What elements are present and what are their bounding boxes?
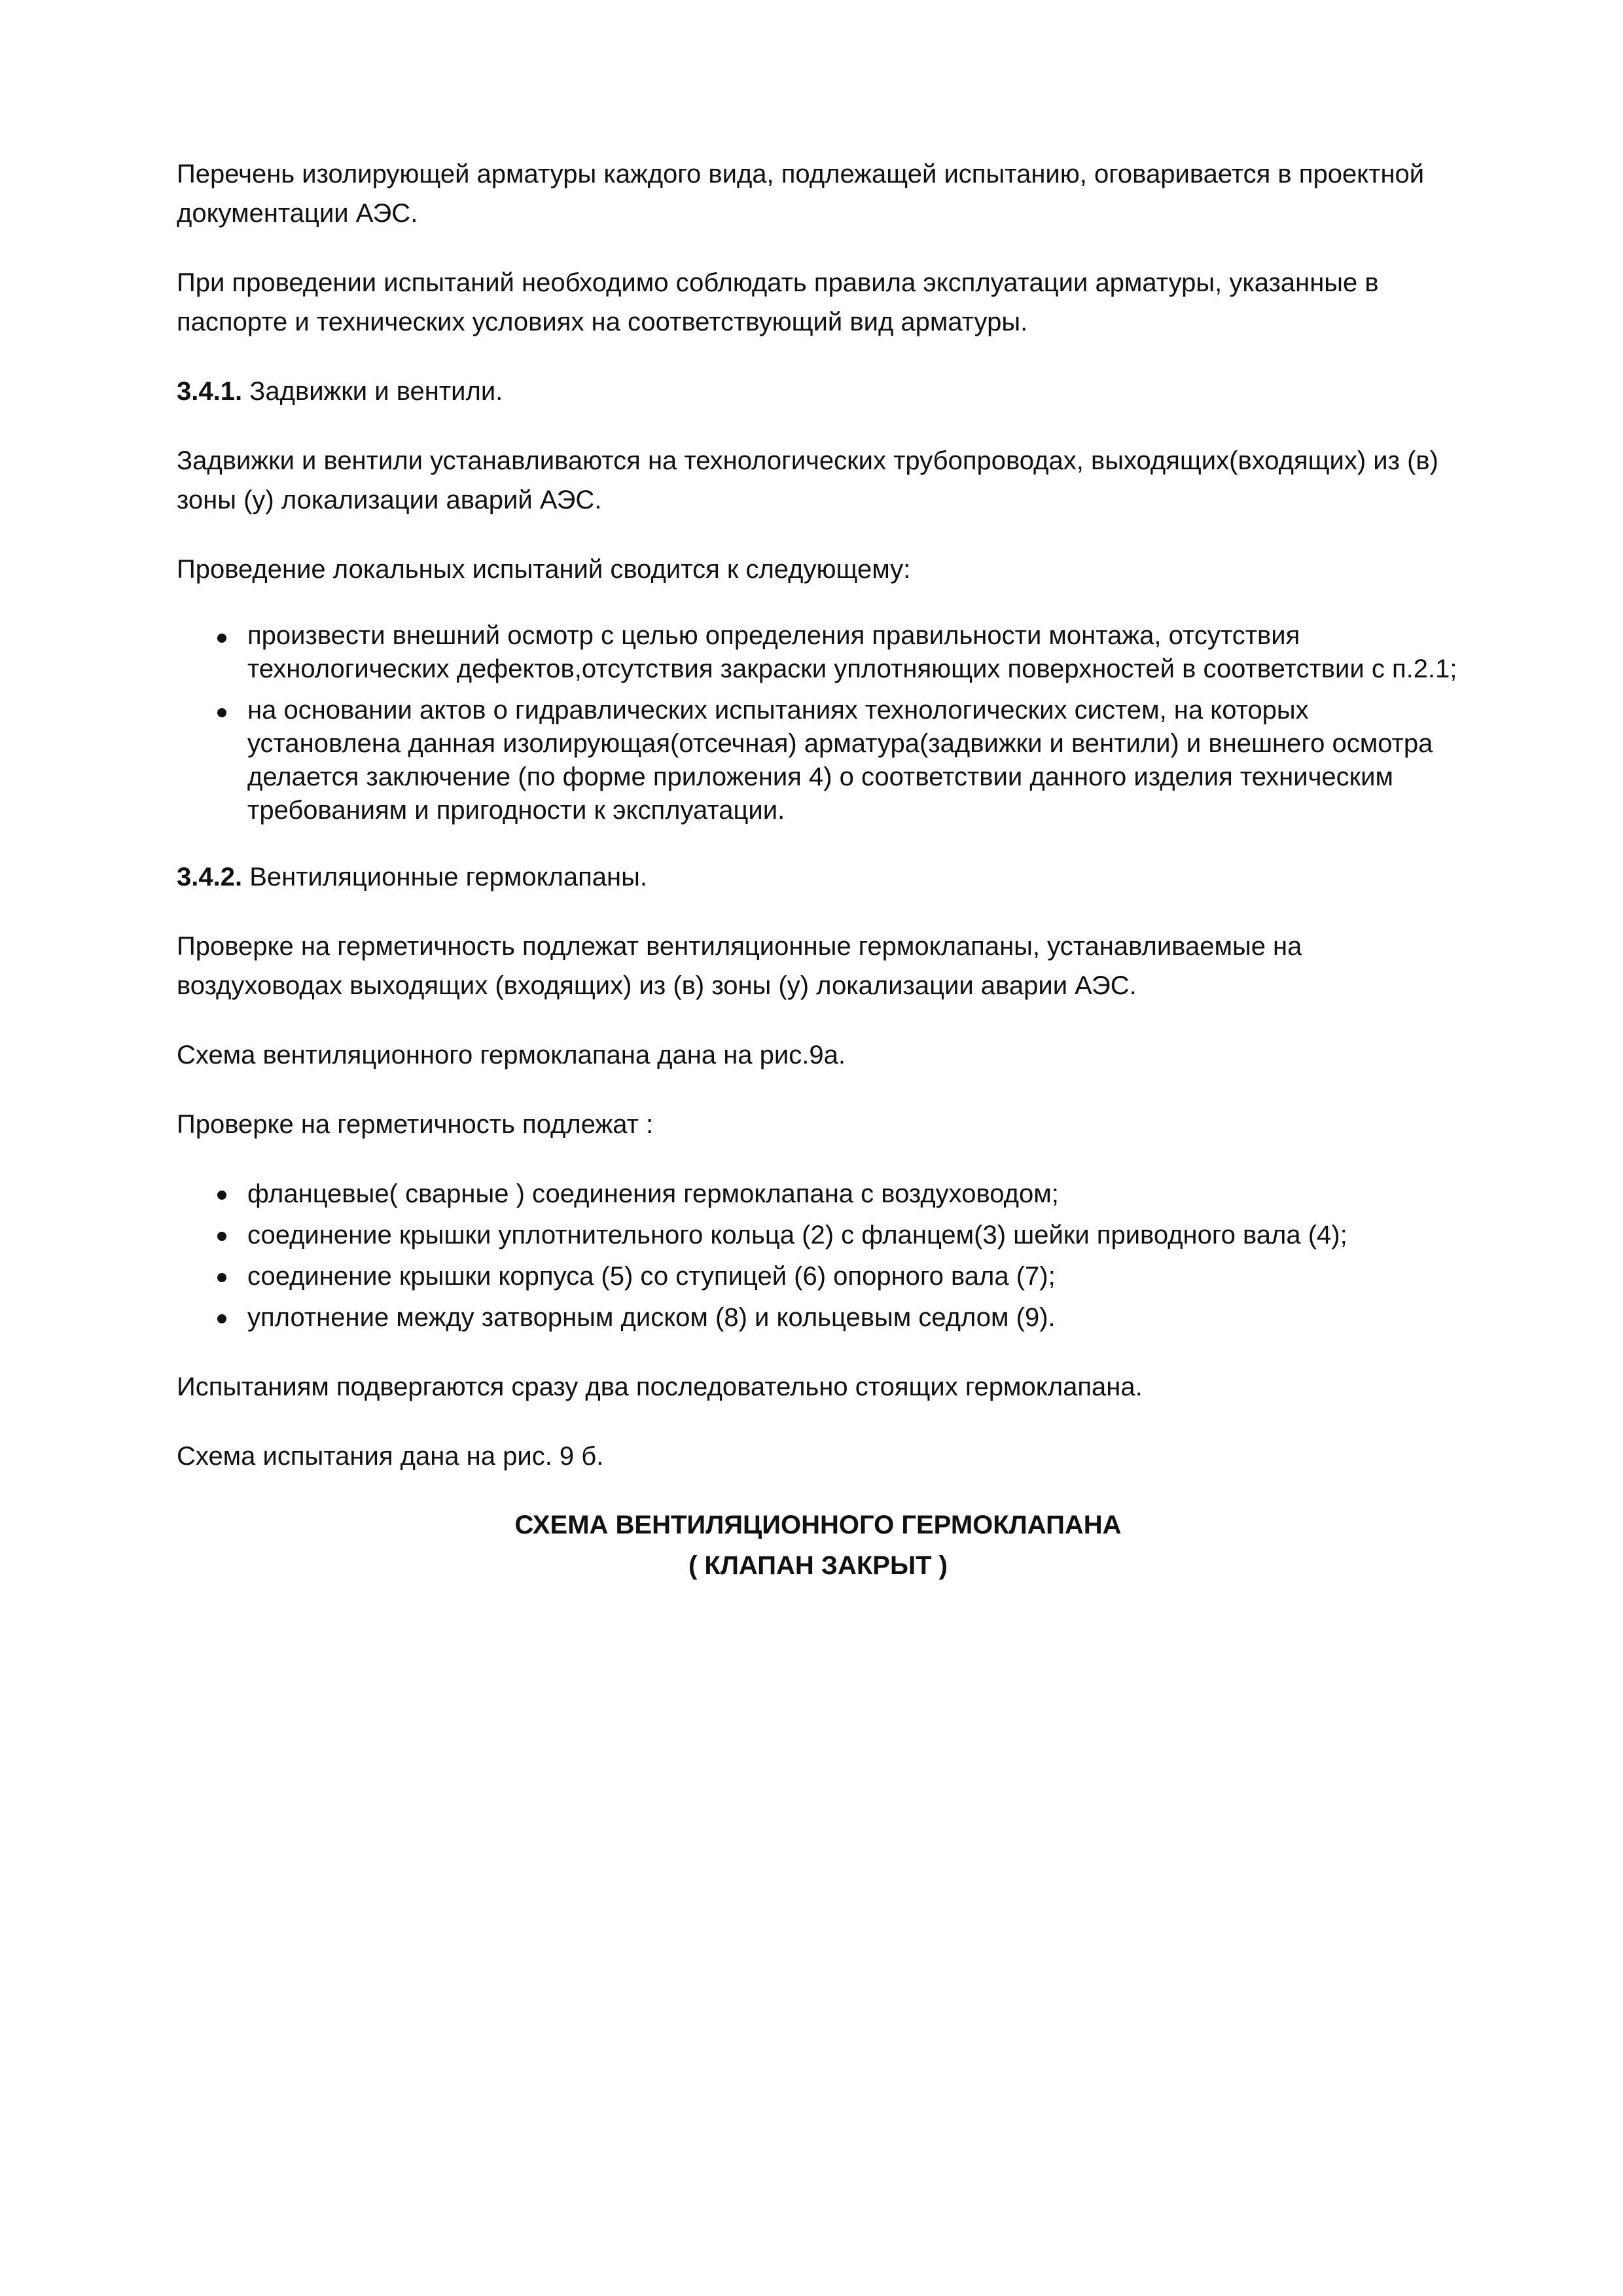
paragraph-test-scheme-ref: Схема испытания дана на рис. 9 б. xyxy=(177,1442,604,1471)
section-title: Вентиляционные гермоклапаны. xyxy=(242,863,648,891)
section-number: 3.4.2. xyxy=(177,863,243,891)
section-number: 3.4.1. xyxy=(177,377,243,406)
list-item: соединение крышки корпуса (5) со ступицей (6) опорного вала (7); xyxy=(177,1257,1459,1296)
list-item: фланцевые( сварные ) соединения гермоклапана с воздуховодом; xyxy=(177,1174,1459,1213)
paragraph-check-subjects: Проверке на герметичность подлежат : xyxy=(177,1110,654,1139)
paragraph-scheme-ref: Схема вентиляционного гермоклапана дана на рис.9а. xyxy=(177,1041,846,1069)
paragraph-local-tests: Проведение локальных испытаний сводится к следующему: xyxy=(177,555,911,584)
paragraph-hermetic-check: Проверке на герметичность подлежат вентиляционные гермоклапаны, устанавливаемые на воздуховодах выходящих (входящих) из (в) зоны (у) локализации аварии АЭС. xyxy=(177,932,1302,1000)
paragraph-two-valves: Испытаниям подвергаются сразу два последовательно стоящих гермоклапана. xyxy=(177,1372,1143,1401)
paragraph-valves-install: Задвижки и вентили устанавливаются на технологических трубопроводах, выходящих(входящих) из (в) зоны (у) локализации аварий АЭС. xyxy=(177,446,1438,514)
figure-title xyxy=(177,1505,1459,1586)
section-heading-3-4-1 xyxy=(177,372,1459,411)
list-item: соединение крышки уплотнительного кольца (2) с фланцем(3) шейки приводного вала (4); xyxy=(177,1215,1459,1255)
list-item: произвести внешний осмотр с целью определения правильности монтажа, отсутствия технологических дефектов,отсутствия закраски уплотняющих поверхностей в соответствии с п.2.1; xyxy=(177,619,1459,686)
paragraph-armature-list: Перечень изолирующей арматуры каждого вида, подлежащей испытанию, оговаривается в проектной документации АЭС. xyxy=(177,160,1425,228)
paragraph-operation-rules: При проведении испытаний необходимо соблюдать правила эксплуатации арматуры, указанные в паспорте и технических условиях на соответствующий вид арматуры. xyxy=(177,268,1379,336)
bullet-list-check-subjects xyxy=(177,1174,1459,1337)
bullet-list-local-tests xyxy=(177,619,1459,827)
figure-title-line-2: ( КЛАПАН ЗАКРЫТ ) xyxy=(688,1551,948,1580)
section-title: Задвижки и вентили. xyxy=(242,377,503,406)
document-page xyxy=(177,154,1459,1586)
list-item: уплотнение между затворным диском (8) и кольцевым седлом (9). xyxy=(177,1298,1459,1337)
list-item: на основании актов о гидравлических испытаниях технологических систем, на которых установлена данная изолирующая(отсечная) арматура(задвижки и вентили) и внешнего осмотра делается заключение (по форме приложения 4) о соответствии данного изделия техническим требованиям и пригодности к эксплуатации. xyxy=(177,694,1459,827)
section-heading-3-4-2 xyxy=(177,857,1459,897)
figure-title-line-1: СХЕМА ВЕНТИЛЯЦИОННОГО ГЕРМОКЛАПАНА xyxy=(514,1511,1122,1539)
